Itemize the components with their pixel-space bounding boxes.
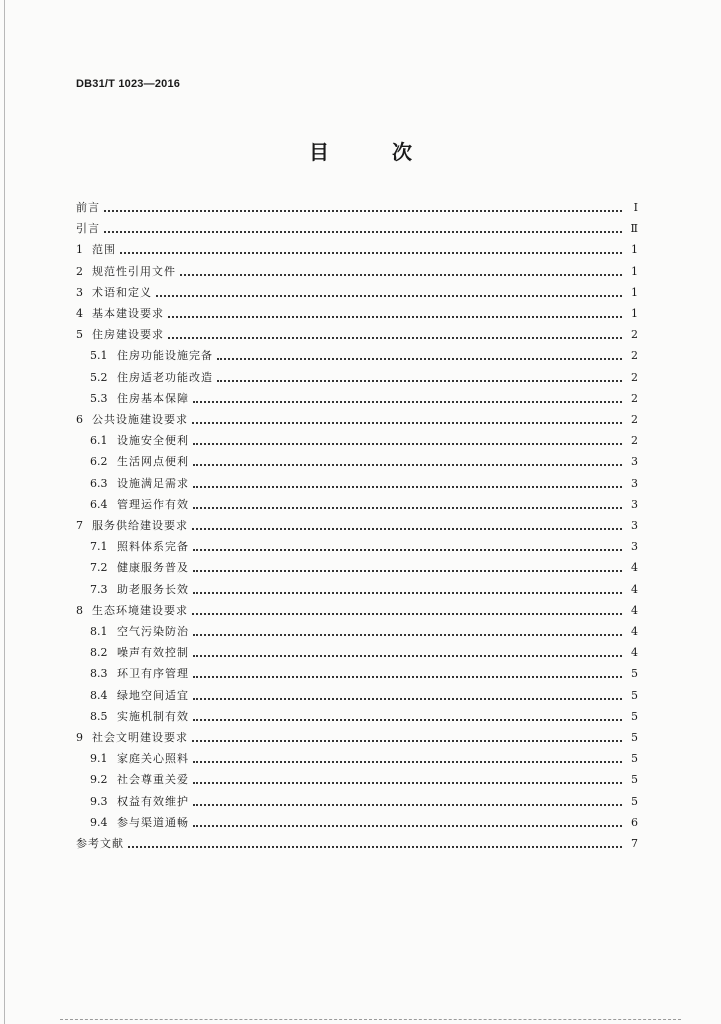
toc-entry-label: 绿地空间适宜 bbox=[117, 688, 189, 702]
toc-entry[interactable] bbox=[90, 346, 638, 363]
toc-dot-leader bbox=[193, 506, 622, 509]
toc-entry[interactable] bbox=[90, 664, 638, 681]
toc-entry-number: 5.1 bbox=[90, 349, 108, 363]
toc-entry-number: 8.4 bbox=[90, 688, 108, 702]
toc-entry[interactable] bbox=[90, 537, 638, 554]
toc-entry-page: 2 bbox=[631, 370, 638, 384]
toc-entry[interactable] bbox=[90, 452, 638, 469]
toc-dot-leader bbox=[217, 379, 622, 382]
toc-entry-page: 3 bbox=[631, 455, 638, 469]
toc-dot-leader bbox=[217, 357, 622, 360]
toc-entry-page: 4 bbox=[631, 625, 638, 638]
toc-entry-number: 4 bbox=[76, 307, 83, 320]
toc-entry-number: 9.4 bbox=[90, 815, 108, 829]
toc-entry-label: 规范性引用文件 bbox=[92, 264, 176, 278]
toc-entry-number: 8.2 bbox=[90, 646, 108, 660]
toc-entry-page: Ⅰ bbox=[633, 201, 638, 214]
toc-dot-leader bbox=[168, 315, 622, 318]
toc-entry-label: 空气污染防治 bbox=[117, 625, 189, 638]
toc-entry-label: 管理运作有效 bbox=[117, 497, 189, 511]
toc-entry-number: 6.2 bbox=[90, 455, 108, 469]
toc-dot-leader bbox=[120, 251, 622, 254]
toc-entry-page: 5 bbox=[631, 794, 638, 808]
toc-dot-leader bbox=[193, 781, 622, 784]
toc-entry-label: 实施机制有效 bbox=[117, 709, 189, 723]
toc-entry-number: 7 bbox=[76, 519, 83, 532]
toc-entry-label: 术语和定义 bbox=[92, 285, 152, 299]
toc-entry[interactable] bbox=[76, 198, 638, 215]
toc-entry-number: 9.3 bbox=[90, 794, 108, 808]
toc-entry-page: Ⅱ bbox=[630, 222, 638, 236]
toc-entry-label: 照料体系完备 bbox=[117, 540, 189, 554]
toc-dot-leader bbox=[104, 230, 622, 233]
toc-entry[interactable] bbox=[90, 813, 638, 830]
toc-entry-page: 2 bbox=[631, 328, 638, 342]
toc-dot-leader bbox=[193, 718, 622, 721]
toc-entry[interactable] bbox=[76, 240, 638, 257]
toc-entry-page: 5 bbox=[631, 667, 638, 681]
toc-entry[interactable] bbox=[76, 410, 638, 427]
toc-entry-page: 1 bbox=[631, 264, 638, 278]
toc-entry-number: 3 bbox=[76, 285, 83, 299]
toc-entry-label: 引言 bbox=[76, 222, 100, 236]
toc-entry[interactable] bbox=[90, 770, 638, 787]
toc-entry-page: 4 bbox=[631, 561, 638, 575]
toc-dot-leader bbox=[104, 209, 622, 212]
toc-entry-number: 8.1 bbox=[90, 625, 108, 638]
toc-entry-label: 参与渠道通畅 bbox=[117, 815, 189, 829]
toc-entry-page: 1 bbox=[631, 307, 638, 320]
toc-entry-page: 2 bbox=[631, 434, 638, 448]
toc-entry-number: 9 bbox=[76, 731, 83, 744]
toc-dot-leader bbox=[193, 569, 622, 572]
toc-entry-page: 5 bbox=[631, 688, 638, 702]
toc-entry-label: 健康服务普及 bbox=[117, 561, 189, 575]
toc-entry[interactable] bbox=[76, 304, 638, 321]
scan-bottom-edge bbox=[60, 1019, 681, 1021]
toc-entry[interactable] bbox=[90, 686, 638, 703]
toc-entry-number: 6.3 bbox=[90, 476, 108, 490]
toc-entry-number: 7.1 bbox=[90, 540, 108, 554]
toc-entry-label: 前言 bbox=[76, 201, 100, 214]
toc-entry-label: 服务供给建设要求 bbox=[92, 519, 188, 532]
toc-dot-leader bbox=[180, 273, 622, 276]
toc-entry-number: 5.2 bbox=[90, 370, 108, 384]
toc-entry[interactable] bbox=[90, 431, 638, 448]
toc-entry-label: 住房基本保障 bbox=[117, 391, 189, 405]
toc-dot-leader bbox=[193, 824, 622, 827]
toc-entry[interactable] bbox=[76, 601, 638, 618]
toc-entry[interactable] bbox=[90, 495, 638, 512]
toc-entry-page: 2 bbox=[631, 391, 638, 405]
toc-entry-label: 住房适老功能改造 bbox=[117, 370, 213, 384]
toc-entry-label: 设施安全便利 bbox=[117, 434, 189, 448]
toc-entry[interactable] bbox=[90, 474, 638, 491]
toc-entry[interactable] bbox=[90, 643, 638, 660]
toc-dot-leader bbox=[192, 527, 622, 530]
toc-entry-page: 3 bbox=[631, 540, 638, 554]
toc-entry[interactable] bbox=[76, 283, 638, 300]
toc-entry[interactable] bbox=[90, 389, 638, 406]
toc-entry[interactable] bbox=[90, 622, 638, 639]
toc-entry[interactable] bbox=[76, 728, 638, 745]
toc-entry-label: 设施满足需求 bbox=[117, 476, 189, 490]
toc-entry-number: 2 bbox=[76, 264, 83, 278]
toc-entry-number: 5 bbox=[76, 328, 83, 342]
toc-entry-label: 公共设施建设要求 bbox=[92, 413, 188, 426]
toc-entry[interactable] bbox=[76, 262, 638, 279]
page-title: 目 次 bbox=[309, 140, 440, 164]
toc-entry-number: 5.3 bbox=[90, 391, 108, 405]
toc-entry-label: 噪声有效控制 bbox=[117, 646, 189, 660]
toc-entry-page: 1 bbox=[631, 243, 638, 257]
toc-entry-page: 2 bbox=[631, 413, 638, 426]
toc-dot-leader bbox=[193, 675, 622, 678]
toc-entry-page: 5 bbox=[631, 773, 638, 787]
toc-entry-number: 7.2 bbox=[90, 561, 108, 575]
toc-entry-page: 2 bbox=[631, 349, 638, 363]
toc-dot-leader bbox=[193, 654, 622, 657]
toc-entry-page: 6 bbox=[631, 815, 638, 829]
toc-entry-label: 住房建设要求 bbox=[92, 328, 164, 342]
toc-entry-label: 权益有效维护 bbox=[117, 794, 189, 808]
toc-entry-page: 5 bbox=[631, 752, 638, 766]
toc-entry[interactable] bbox=[76, 219, 638, 236]
toc-dot-leader bbox=[128, 845, 622, 848]
toc-entry-label: 社会文明建设要求 bbox=[92, 731, 188, 744]
toc-entry-page: 5 bbox=[631, 709, 638, 723]
toc-entry-page: 5 bbox=[631, 731, 638, 744]
toc-entry-label: 住房功能设施完备 bbox=[117, 349, 213, 363]
toc-entry-page: 3 bbox=[631, 476, 638, 490]
toc-entry-label: 助老服务长效 bbox=[117, 582, 189, 596]
toc-dot-leader bbox=[156, 294, 622, 297]
toc-dot-leader bbox=[193, 485, 622, 488]
toc-entry-number: 8.5 bbox=[90, 709, 108, 723]
toc-entry[interactable] bbox=[90, 749, 638, 766]
toc-entry[interactable] bbox=[90, 580, 638, 597]
toc-entry-label: 环卫有序管理 bbox=[117, 667, 189, 681]
toc-entry-label: 家庭关心照料 bbox=[117, 752, 189, 766]
toc-dot-leader bbox=[192, 612, 622, 615]
toc-entry-page: 1 bbox=[631, 285, 638, 299]
toc-dot-leader bbox=[193, 442, 622, 445]
toc-dot-leader bbox=[193, 591, 622, 594]
toc-entry[interactable] bbox=[90, 792, 638, 809]
toc-entry[interactable] bbox=[76, 325, 638, 342]
toc-dot-leader bbox=[168, 336, 622, 339]
toc-entry-page: 4 bbox=[631, 582, 638, 596]
toc-entry-page: 4 bbox=[631, 646, 638, 660]
toc-entry-number: 6 bbox=[76, 413, 83, 426]
toc-dot-leader bbox=[192, 739, 622, 742]
toc-entry-label: 生态环境建设要求 bbox=[92, 603, 188, 617]
toc-entry[interactable] bbox=[76, 516, 638, 533]
toc-entry-label: 范围 bbox=[92, 243, 116, 257]
toc-entry[interactable] bbox=[76, 834, 638, 851]
toc-dot-leader bbox=[193, 548, 622, 551]
toc-entry-number: 1 bbox=[76, 243, 83, 257]
toc-dot-leader bbox=[193, 697, 622, 700]
toc-entry-page: 7 bbox=[631, 837, 638, 850]
toc-dot-leader bbox=[193, 463, 622, 466]
toc-dot-leader bbox=[192, 421, 622, 424]
toc-entry[interactable] bbox=[90, 368, 638, 385]
toc-entry[interactable] bbox=[90, 707, 638, 724]
toc-entry-page: 3 bbox=[631, 519, 638, 532]
toc-entry-number: 9.1 bbox=[90, 752, 108, 766]
toc-entry-number: 7.3 bbox=[90, 582, 108, 596]
toc-entry-page: 4 bbox=[631, 603, 638, 617]
toc-dot-leader bbox=[193, 400, 622, 403]
toc-entry[interactable] bbox=[90, 558, 638, 575]
toc-dot-leader bbox=[193, 803, 622, 806]
toc-entry-number: 6.4 bbox=[90, 497, 108, 511]
toc-entry-label: 生活网点便利 bbox=[117, 455, 189, 469]
toc-entry-label: 基本建设要求 bbox=[92, 307, 164, 320]
toc-entry-page: 3 bbox=[631, 497, 638, 511]
toc-entry-number: 8 bbox=[76, 603, 83, 617]
toc-dot-leader bbox=[193, 760, 622, 763]
document-id: DB31/T 1023—2016 bbox=[76, 78, 181, 90]
toc-entry-number: 8.3 bbox=[90, 667, 108, 681]
toc-entry-label: 参考文献 bbox=[76, 837, 124, 850]
toc-dot-leader bbox=[193, 633, 622, 636]
toc-entry-number: 9.2 bbox=[90, 773, 108, 787]
toc-entry-number: 6.1 bbox=[90, 434, 108, 448]
toc-entry-label: 社会尊重关爱 bbox=[117, 773, 189, 787]
